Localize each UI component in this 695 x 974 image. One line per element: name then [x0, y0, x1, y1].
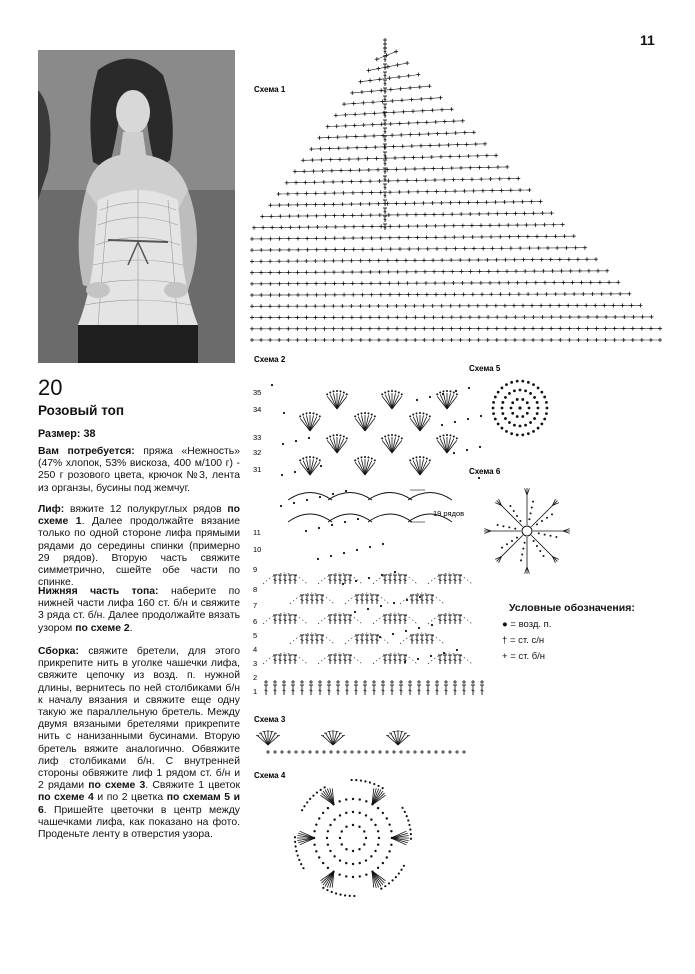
- scheme-4-label: Схема 4: [254, 771, 286, 780]
- assembly-text-2: . Свяжите 1 цветок: [145, 780, 240, 792]
- row-number: 5: [253, 631, 258, 640]
- rows-note: 19 рядов: [433, 509, 465, 518]
- row-number: 2: [253, 673, 258, 682]
- bodice-text-2: . Далее продолжайте вязание только по одной стороне лифа прямыми рядами до середины спинки (примерно 29 рядов). Вторую часть свяжите симметрично, сшейте обе части по спинке.: [38, 516, 241, 589]
- row-number: 31: [253, 465, 262, 474]
- scheme-3-diagram: [256, 731, 466, 754]
- row-number: 11: [253, 528, 261, 537]
- legend-text-2: = ст. б/н: [510, 651, 546, 662]
- assembly-ref-3: по схемам 5 и 6: [38, 792, 240, 816]
- pattern-number: 20: [38, 375, 63, 400]
- lower-label: Нижняя часть топа:: [38, 586, 159, 597]
- lower-text: наберите по нижней части лифа 160 ст. б/н и свяжите 3 ряда ст. б/н. Далее продолжайте вязать узором: [38, 586, 240, 634]
- scheme-5-diagram: [492, 380, 549, 437]
- lower-end: .: [129, 622, 133, 634]
- lower-ref: по схеме 2: [75, 622, 130, 634]
- materials-label: Вам потребуется:: [38, 446, 135, 457]
- scheme-6-label: Схема 6: [469, 467, 501, 476]
- legend-symbol-2: +: [502, 651, 508, 662]
- row-number: 34: [253, 405, 262, 414]
- scheme-3-label: Схема 3: [254, 715, 286, 724]
- row-number: 6: [253, 617, 258, 626]
- assembly-ref-2: по схеме 4: [38, 792, 94, 804]
- assembly-text-1: свяжите бретели, для этого прикрепите нить в уголке чашечки лифа, свяжите цепочку из возд. п. нужной длины, вернитесь по ней столбиками б/н к началу вязания и свяжите еще одну такую же параллельную бретель. Между двумя вязаными бретелями прикрепите нить с нанизанными бусинами. Вторую бретель вяжите аналогично. Обвяжите лиф столбиками б/н. С внутренней стороны обвяжите лиф 1 рядом ст. б/н и 2 рядами: [38, 646, 240, 792]
- row-number: 1: [253, 687, 258, 696]
- scheme-1-label: Схема 1: [254, 85, 286, 94]
- row-number: 32: [253, 448, 262, 457]
- size-label: Размер:: [38, 428, 81, 440]
- assembly-ref-1: по схеме 3: [88, 780, 146, 792]
- legend-symbol-0: ●: [502, 619, 508, 630]
- bodice-label: Лиф:: [38, 504, 65, 515]
- assembly-text-3: и по 2 цветка: [97, 792, 164, 804]
- scheme-2-row-numbers: [253, 388, 261, 696]
- bodice-text-1: вяжите 12 полукруглых рядов: [69, 504, 222, 515]
- scheme-6-diagram: [484, 488, 570, 574]
- row-number: 8: [253, 585, 258, 594]
- bodice-ref: по схеме 1: [38, 504, 240, 528]
- row-number: 9: [253, 565, 258, 574]
- row-number: 10: [253, 545, 262, 554]
- legend-text-1: = ст. с/н: [509, 635, 545, 646]
- row-number: 7: [253, 601, 258, 610]
- legend-single-crochet: [502, 651, 545, 662]
- materials-text: пряжа «Нежность» (47% хлопок, 53% вискоза, 400 м/100 г) - 250 г розового цвета, крючок №3, лента из органзы, бусины под жемчуг.: [38, 446, 241, 494]
- row-number: 4: [253, 645, 258, 654]
- scheme-4-diagram: [294, 779, 412, 897]
- legend-double-crochet: [502, 635, 544, 646]
- assembly-label: Сборка:: [38, 646, 79, 657]
- legend-text-0: = возд. п.: [510, 619, 552, 630]
- legend-title: Условные обозначения:: [509, 602, 635, 614]
- pattern-title: Розовый топ: [38, 403, 125, 418]
- legend-symbol-1: †: [502, 635, 508, 646]
- page-number: 11: [640, 32, 655, 48]
- scheme-5-label: Схема 5: [469, 364, 501, 373]
- size-value: 38: [83, 428, 96, 440]
- scheme-2-label: Схема 2: [254, 355, 286, 364]
- row-number: 33: [253, 433, 262, 442]
- scheme-1-diagram: [250, 38, 662, 342]
- assembly-text-4: . Пришейте цветочки в центр между чашечками лифа, как показано на фото. Проденьте ленту в отверстия узора.: [38, 804, 240, 841]
- legend-chain-stitch: [502, 619, 551, 630]
- scheme-2-diagram: [263, 384, 484, 695]
- row-number: 35: [253, 388, 262, 397]
- row-number: 3: [253, 659, 258, 668]
